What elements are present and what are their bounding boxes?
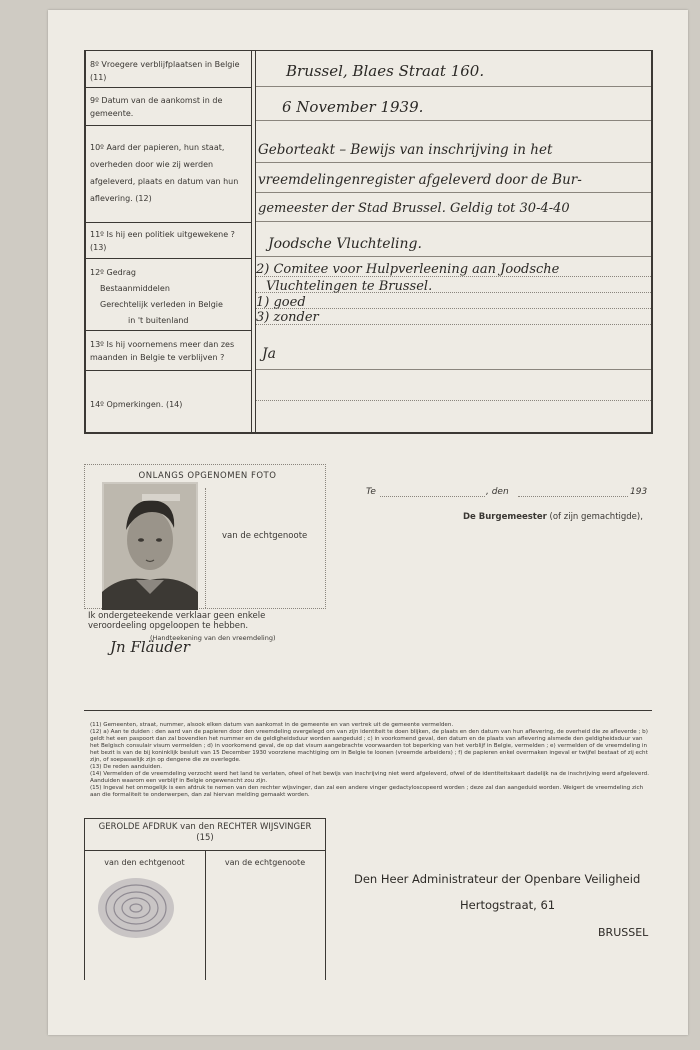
fingerprint-col-wife: van de echtgenoote xyxy=(224,858,306,867)
applicant-signature: Jn Fläuder xyxy=(110,638,190,656)
write-line xyxy=(256,369,651,370)
write-line xyxy=(256,192,651,193)
write-line xyxy=(256,221,651,222)
date-line xyxy=(518,496,628,497)
stay-intention-value: Ja xyxy=(262,346,276,362)
row-sep xyxy=(84,87,252,88)
row-label-12: 12º Gedrag Bestaanmiddelen Gerechtelijk verleden in Belgie in 't buitenland xyxy=(90,268,223,325)
address-line-1: Den Heer Administrateur der Openbare Veiligheid xyxy=(354,872,641,886)
photo-box-left xyxy=(84,464,85,609)
place-label: Te xyxy=(366,487,376,497)
footnote-14: (14) Vermelden of de vreemdeling verzocht werd het land te verlaten, ofwel of het bewijs van inschrijving niet werd afgeleverd, ofwel of de identiteitskaart dadelijk na de inschrijving werd afgeleverd. Aanduiden waarom een verblijf in Belgie ongewenscht zou zijn. xyxy=(90,771,649,784)
address-line-3: BRUSSEL xyxy=(598,926,649,939)
photo-section-title: ONLANGS OPGENOMEN FOTO xyxy=(138,471,277,481)
footnotes xyxy=(90,722,652,799)
photo-portrait-image xyxy=(102,482,198,610)
conduct-value-line-4: 3) zonder xyxy=(256,310,319,325)
write-line xyxy=(256,308,651,309)
row-label-10: 10º Aard der papieren, hun staat, overheden door wie zij werden afgeleverd, plaats en datum van hun aflevering. (12) xyxy=(90,143,239,203)
mayor-caption: De Burgemeester (of zijn gemachtigde), xyxy=(463,512,643,522)
fingerprint-impression xyxy=(95,872,177,942)
footnote-15: (15) Ingeval het onmogelijk is een afdruk te nemen van den rechter wijsvinger, dan zal een andere vinger gedactyloscopeerd worden ; deze zal dan aangeduid worden. Weigert de vreemdeling zich aan die formaliteit te onderwerpen, dan zal hiervan melding gemaakt worden. xyxy=(90,785,644,798)
papers-value-line-1: Geborteakt – Bewijs van inschrijving in het xyxy=(258,142,553,158)
declaration-text: Ik ondergeteekende verklaar geen enkele veroordeeling opgeloopen te hebben. xyxy=(88,611,266,631)
photo-box-middle xyxy=(205,488,206,608)
section-separator xyxy=(84,710,652,711)
photo-box-top xyxy=(84,464,326,465)
footnote-11: (11) Gemeenten, straat, nummer, alsook elken datum van aankomst in de gemeente en van vertrek uit de gemeente vermelden. xyxy=(90,722,454,728)
year-label: 193 xyxy=(630,487,648,497)
row-label-11: 11º Is hij een politiek uitgewekene ? (13) xyxy=(90,230,235,252)
photo-box-right xyxy=(325,464,326,609)
fingerprint-title: GEROLDE AFDRUK van den RECHTER WIJSVINGER (15) xyxy=(98,822,312,843)
write-line xyxy=(256,256,651,257)
photo-spouse-caption: van de echtgenoote xyxy=(222,531,308,541)
table-column-divider xyxy=(251,50,252,434)
write-line xyxy=(256,162,651,163)
table-top-border xyxy=(84,50,652,51)
arrival-date-value: 6 November 1939. xyxy=(282,98,424,116)
conduct-value-line-2: Vluchtelingen te Brussel. xyxy=(266,279,433,294)
date-label: , den xyxy=(486,487,509,497)
row-label-9: 9º Datum van de aankomst in de gemeente. xyxy=(90,96,223,118)
conduct-value-line-1: 2) Comitee voor Hulpverleening aan Joodsche xyxy=(256,262,560,277)
papers-value-line-2: vreemdelingenregister afgeleverd door de Bur- xyxy=(258,172,582,188)
table-bottom-border xyxy=(84,432,652,434)
row-sep xyxy=(84,330,252,331)
write-line xyxy=(256,400,651,401)
political-refugee-value: Joodsche Vluchteling. xyxy=(268,236,422,252)
footnote-12: (12) a) Aan te duiden : den aard van de papieren door den vreemdeling overgelegd om van zijn identiteit te doen blijken, de plaats en den datum van hun aflevering, de overheid die ze afleverde ; b) geldt het een paspoort dan zal bovendien het nummer en de geldigheidsduur worden aangeduid ; c) in voorkomend geval, den datum en de plaats van aflevering alsmede den geldigheidsduur van het Belgisch consulair visum vermelden ; d) in voorkomend geval, de op dat visum aangebrachte voorwaarden tot beperking van het verblijf in Belgie, vermelden ; e) vermelden of de vreemdeling in het bezit is van de bij koninklijk besluit van 15 December 1930 voorziene machtiging om in Belgie te loonen (vreemde arbeiders) ; f) de papieren enkel overmaken ingeval er twijfel bestaat of zij echt zijn, of soepasselijk zijn op dengene die ze overlegde. xyxy=(90,729,648,763)
row-sep xyxy=(84,258,252,259)
passport-photo xyxy=(102,482,198,610)
fingerprint-col-husband: van den echtgenoot xyxy=(104,858,185,867)
row-label-14: 14º Opmerkingen. (14) xyxy=(90,400,183,409)
signature-caption: (Handteekening van den vreemdeling) xyxy=(150,634,276,642)
table-right-border xyxy=(651,50,653,434)
write-line xyxy=(256,120,651,121)
fingerprint-box-divider xyxy=(205,850,206,980)
papers-value-line-3: gemeester der Stad Brussel. Geldig tot 30-4-40 xyxy=(258,201,570,216)
place-line xyxy=(380,496,485,497)
previous-residence-value: Brussel, Blaes Straat 160. xyxy=(286,62,485,80)
row-sep xyxy=(84,370,252,371)
row-label-13: 13º Is hij voornemens meer dan zes maanden in Belgie te verblijven ? xyxy=(90,340,235,362)
table-left-border xyxy=(84,50,86,434)
address-line-2: Hertogstraat, 61 xyxy=(460,898,556,912)
table-column-divider-2 xyxy=(255,50,256,434)
conduct-value-line-3: 1) goed xyxy=(256,295,306,310)
row-label-8: 8º Vroegere verblijfplaatsen in Belgie (11) xyxy=(90,60,240,82)
fingerprint-box-top xyxy=(84,818,326,819)
row-sep xyxy=(84,125,252,126)
footnote-13: (13) De reden aanduiden. xyxy=(90,764,163,770)
write-line xyxy=(256,86,651,87)
row-sep xyxy=(84,222,252,223)
